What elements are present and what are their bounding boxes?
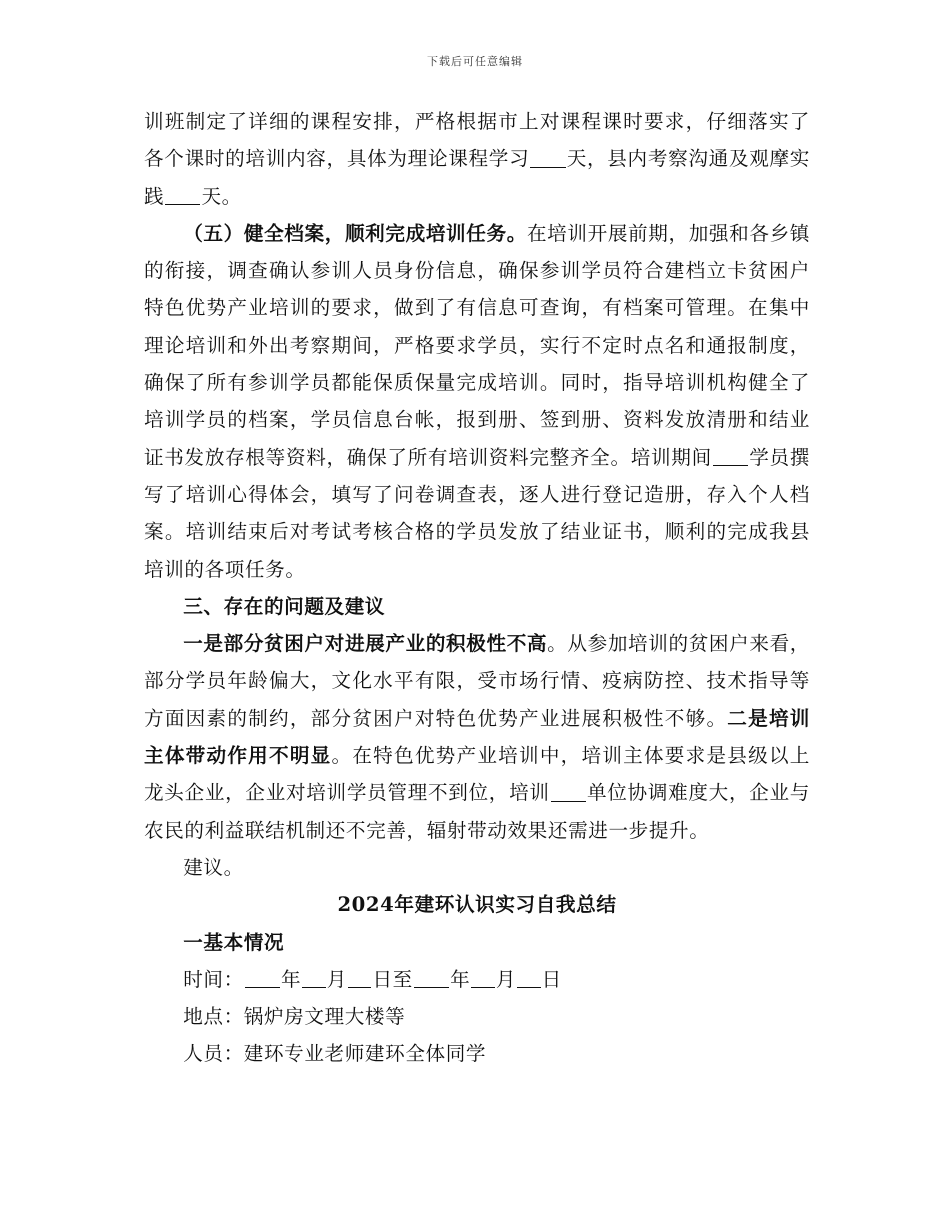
fill-blank [530, 147, 565, 168]
text-run: 单位协调难度大，企业与农民的利益联结机制还不完善，辐射带动效果还需进一步提升。 [144, 781, 811, 842]
paragraph-course-schedule [144, 103, 810, 215]
text-run: 天，县内考察沟通及观摩实践 [144, 147, 811, 208]
fill-blank [245, 968, 280, 989]
text-run: 年 [450, 967, 471, 991]
page-header-note: 下载后可任意编辑 [427, 55, 523, 68]
problem-one-heading: 一是部分贫困户对进展产业的积极性不高 [183, 632, 548, 656]
text-run: 学员撰写了培训心得体会，填写了问卷调查表，逐人进行登记造册，存入个人档案。培训结束后对考试考核合格的学员发放了结业证书，顺利的完成我县培训的各项任务。 [144, 445, 810, 581]
fill-blank [348, 968, 372, 989]
text-run: 年 [281, 967, 302, 991]
fill-blank [302, 968, 326, 989]
paragraph-lead-heading: （五）健全档案，顺利完成培训任务。 [183, 221, 527, 245]
fill-blank [551, 781, 586, 802]
text-run: 在培训开展前期，加强和各乡镇的衔接，调查确认参训人员身份信息，确保参训学员符合建档立卡贫困户特色优势产业培训的要求，做到了有信息可查询，有档案可管理。在集中理论培训和外出考察期间，严格要求学员，实行不定时点名和通报制度，确保了所有参训学员都能保质保量完成培训。同时，指导培训机构健全了培训学员的档案，学员信息台帐，报到册、签到册、资料发放清册和结业证书发放存根等资料，确保了所有培训资料完整齐全。培训期间 [144, 221, 810, 469]
fill-blank [713, 445, 748, 466]
text-run: 。在特色优势产业培训中，培训主体要求是县级以上龙头企业，企业对培训学员管理不到位，培训 [144, 744, 810, 805]
text-run: 日至 [372, 967, 413, 991]
text-run: 月 [495, 967, 517, 991]
document-body [144, 103, 810, 1073]
document-title: 2024年建环认识实习自我总结 [337, 893, 617, 917]
fill-blank [471, 968, 495, 989]
fill-blank [414, 968, 449, 989]
line-people: 人员：建环专业老师建环全体同学 [183, 1042, 487, 1066]
time-label: 时间： [183, 967, 244, 991]
text-run: 训班制定了详细的课程安排，严格根据市上对课程课时要求，仔细落实了各个课时的培训内容，具体为理论课程学习 [144, 110, 810, 171]
section-heading-problems: 三、存在的问题及建议 [183, 594, 386, 618]
text-run: 日 [541, 967, 562, 991]
paragraph-suggestion: 建议。 [183, 855, 244, 879]
paragraph-archives [144, 215, 810, 588]
line-place: 地点：锅炉房文理大楼等 [183, 1005, 406, 1029]
problem-two-heading: 二是培训主体带动作用不明显 [144, 706, 810, 768]
paragraph-problems [144, 625, 810, 849]
fill-blank [165, 184, 200, 205]
text-run: 月 [326, 967, 347, 991]
section-heading-basic-info: 一基本情况 [183, 930, 285, 954]
line-time [144, 961, 810, 998]
fill-blank [517, 968, 541, 989]
text-run: 天。 [201, 184, 242, 208]
text-run: 。从参加培训的贫困户来看，部分学员年龄偏大，文化水平有限，受市场行情、疫病防控、技术指导等方面因素的制约，部分贫困户对特色优势产业进展积极性不够。 [144, 632, 810, 730]
